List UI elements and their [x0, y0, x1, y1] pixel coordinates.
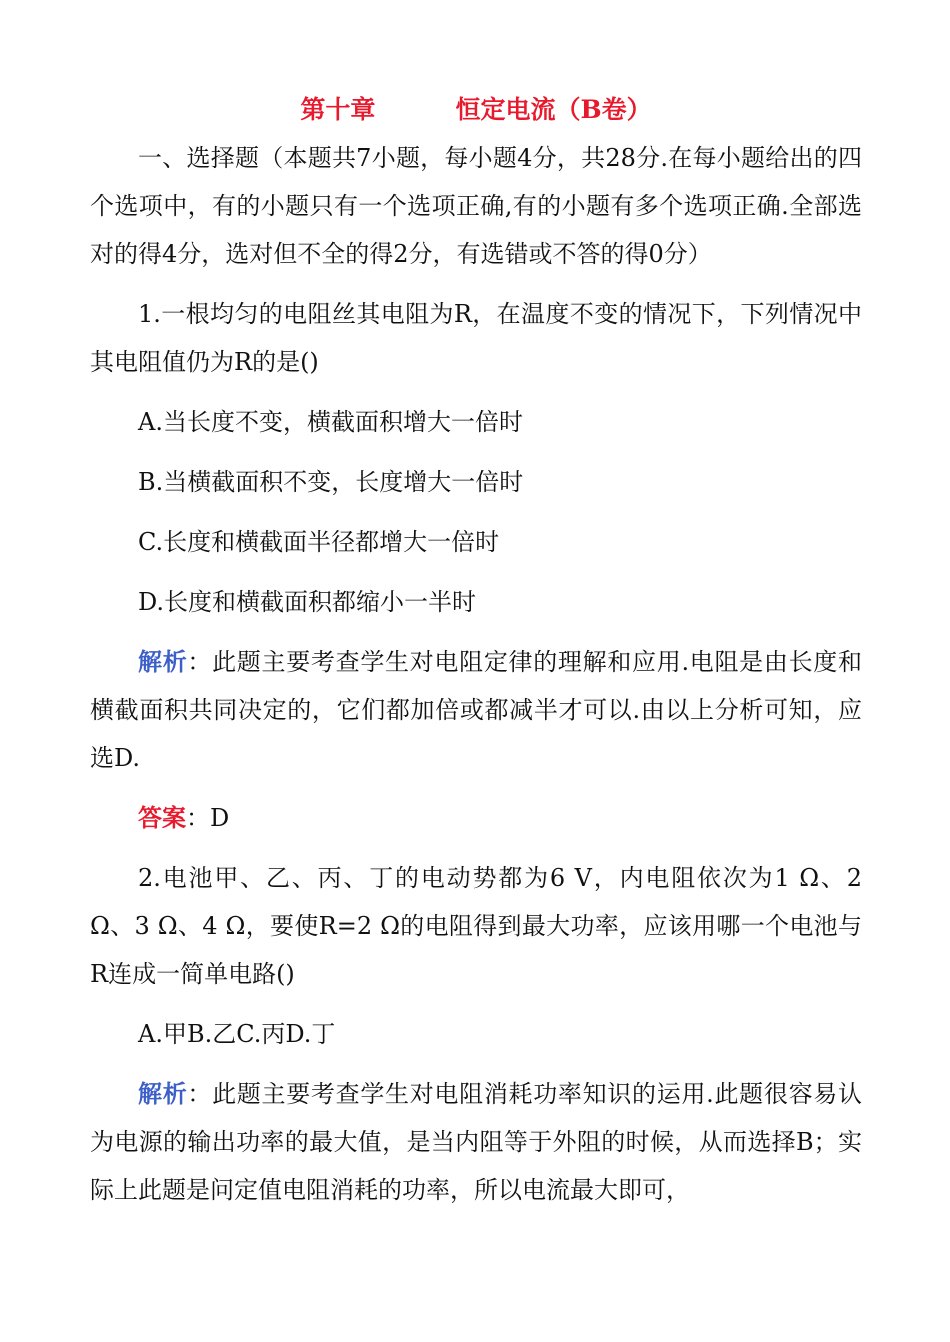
- question-1-analysis: [90, 638, 862, 782]
- question-2-options: A.甲B.乙C.丙D.丁: [138, 1020, 336, 1048]
- answer-text: ：D: [186, 804, 230, 832]
- question-1-option-b: B.当横截面积不变，长度增大一倍时: [138, 468, 524, 496]
- section-intro: 一、选择题（本题共7小题，每小题4分，共28分.在每小题给出的四个选项中，有的小题只有一个选项正确,有的小题有多个选项正确.全部选对的得4分，选对但不全的得2分，有选错或不答的得0分）: [90, 144, 862, 268]
- answer-label: 答案: [138, 803, 186, 832]
- page-title: [90, 92, 862, 128]
- question-2-stem: 2.电池甲、乙、丙、丁的电动势都为6 V，内电阻依次为1 Ω、2 Ω、3 Ω、4 Ω，要使R=2 Ω的电阻得到最大功率，应该用哪一个电池与R连成一简单电路(): [90, 864, 862, 988]
- question-1-option-c: C.长度和横截面半径都增大一倍时: [138, 528, 500, 556]
- question-1-option-a: A.当长度不变，横截面积增大一倍时: [138, 408, 523, 436]
- chapter-topic: 恒定电流（B卷）: [455, 95, 652, 124]
- analysis-label: 解析: [138, 647, 188, 676]
- question-1-stem: 1.一根均匀的电阻丝其电阻为R，在温度不变的情况下，下列情况中其电阻值仍为R的是(): [90, 300, 862, 376]
- question-1-option-d: D.长度和横截面积都缩小一半时: [138, 588, 477, 616]
- document-page: [90, 92, 862, 1214]
- question-1-answer: [90, 794, 862, 842]
- analysis-label: 解析: [138, 1079, 188, 1108]
- question-2-analysis: [90, 1070, 862, 1214]
- analysis-text: ：此题主要考查学生对电阻消耗功率知识的运用.此题很容易认为电源的输出功率的最大值，是当内阻等于外阻的时候，从而选择B；实际上此题是问定值电阻消耗的功率，所以电流最大即可，: [90, 1080, 862, 1204]
- chapter-number: 第十章: [300, 95, 376, 124]
- analysis-text: ：此题主要考查学生对电阻定律的理解和应用.电阻是由长度和横截面积共同决定的，它们都加倍或都减半才可以.由以上分析可知，应选D.: [90, 648, 862, 772]
